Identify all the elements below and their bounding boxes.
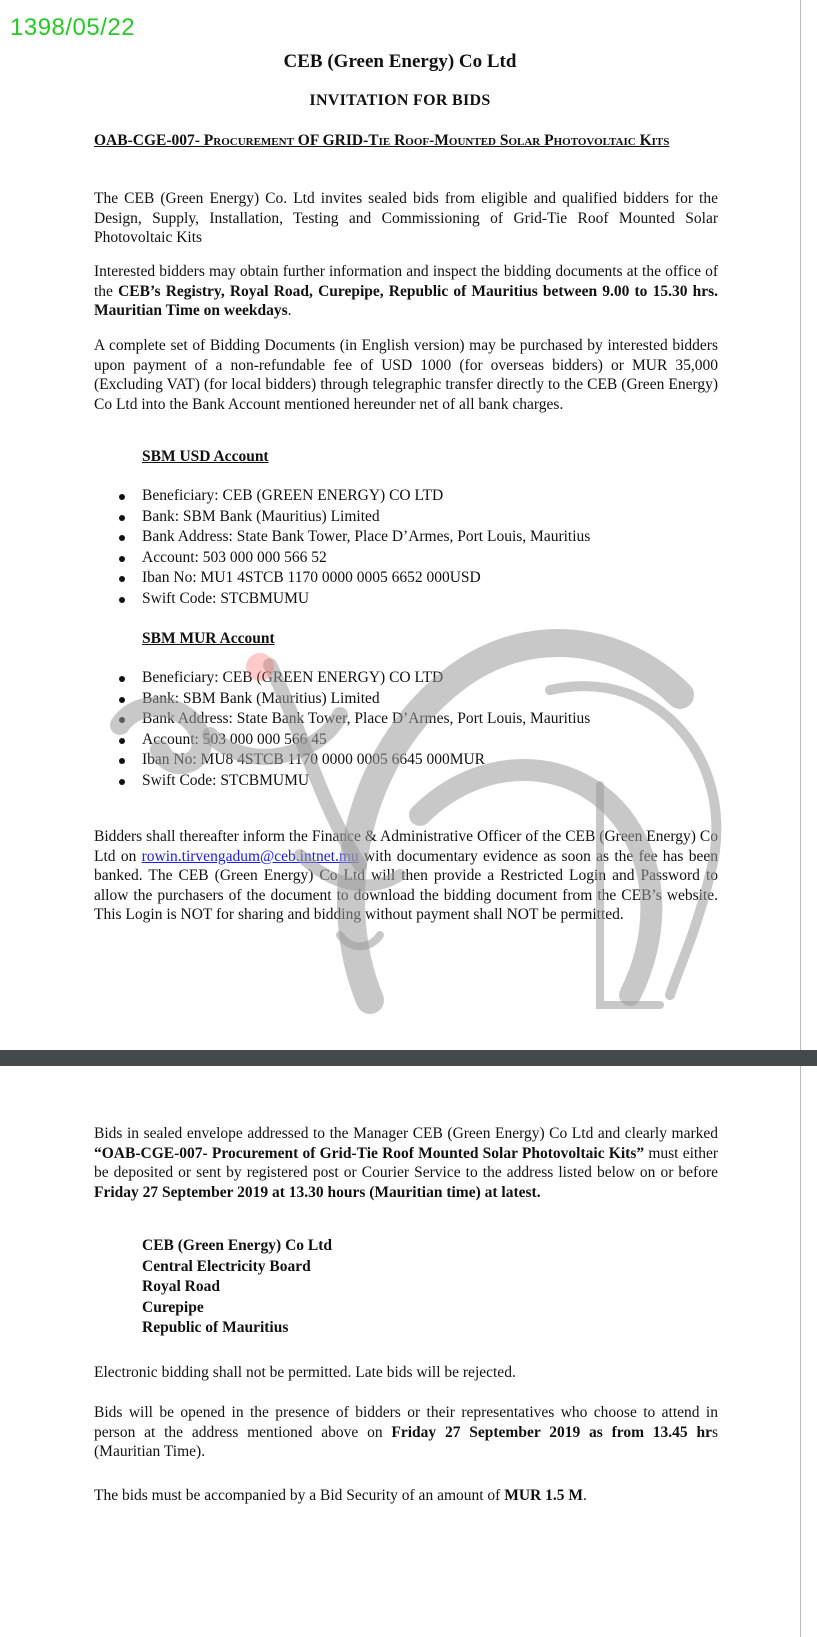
paragraph-inspection [94,262,718,321]
address-line: Republic of Mauritius [142,1319,289,1336]
bullet-icon [119,556,125,562]
list-item: Account: 503 000 000 566 45 [142,730,590,751]
bullet-icon [119,697,125,703]
paragraph-submission: Bids in sealed envelope addressed to the Manager CEB (Green Energy) Co Ltd and clearly marked “OAB-CGE-007- Procurement of Grid-Tie Roof Mounted Solar Photovoltaic Kits” must either be deposited or sent by registered post or Courier Service to the address listed below on or before Friday 27 September 2019 at 13.30 hours (Mauritian time) at latest. [94,1125,718,1201]
date-stamp: 1398/05/22 [10,14,136,41]
list-item: Bank Address: State Bank Tower, Place D’Armes, Port Louis, Mauritius [142,527,590,548]
tender-heading: OAB-CGE-007- Procurement OF GRID-Tie Roof-Mounted Solar Photovoltaic Kits [94,132,670,149]
list-item: Iban No: MU1 4STCB 1170 0000 0005 6652 000USD [142,568,590,589]
address-line: Royal Road [142,1278,220,1295]
list-item: Beneficiary: CEB (GREEN ENERGY) CO LTD [142,668,590,689]
paragraph-bid-security: The bids must be accompanied by a Bid Security of an amount of MUR 1.5 M. [94,1487,587,1504]
bullet-icon [119,494,125,500]
bullet-icon [119,758,125,764]
bullet-icon [119,738,125,744]
mur-account-list [142,668,590,791]
bullet-icon [119,597,125,603]
bullet-icon [119,717,125,723]
document-title: INVITATION FOR BIDS [309,92,491,109]
address-line: Curepipe [142,1298,204,1316]
bullet-icon [119,576,125,582]
viewer-background-strip [801,0,817,1637]
company-title: CEB (Green Energy) Co Ltd [283,51,517,72]
paragraph-inspection-end: . [287,302,292,319]
list-item: Bank: SBM Bank (Mauritius) Limited [142,507,590,528]
submission-address [142,1236,332,1339]
paragraph-opening: Bids will be opened in the presence of bidders or their representatives who choose to attend in person at the address mentioned above on Friday 27 September 2019 as from 13.45 hrs (Mauritian Time). [94,1404,719,1460]
bullet-icon [119,515,125,521]
email-link[interactable]: rowin.tirvengadum@ceb.intnet.mu [141,847,359,865]
list-item: Account: 503 000 000 566 52 [142,548,590,569]
paragraph-invitation: The CEB (Green Energy) Co. Ltd invites sealed bids from eligible and qualified bidders for the Design, Supply, Installation, Testing and Commissioning of Grid-Tie Roof Mounted Solar Photovoltaic Kits [94,190,718,246]
usd-account-list [142,486,590,609]
paragraph-inspection-bold: CEB’s Registry, Royal Road, Curepipe, Republic of Mauritius between 9.00 to 15.30 hrs. Mauritian Time on weekdays [94,282,719,319]
list-item: Beneficiary: CEB (GREEN ENERGY) CO LTD [142,486,590,507]
paragraph-purchase: A complete set of Bidding Documents (in English version) may be purchased by interested bidders upon payment of a non-refundable fee of USD 1000 (for overseas bidders) or MUR 35,000 (Excluding VAT) (for local bidders) through telegraphic transfer directly to the CEB (Green Energy) Co Ltd into the Bank Account mentioned hereunder net of all bank charges. [94,337,718,413]
usd-account-heading: SBM USD Account [142,448,269,465]
paragraph-inform: Bidders shall thereafter inform the Finance & Administrative Officer of the CEB (Green Energy) Co Ltd on rowin.tirvengadum@ceb.intnet.mu with documentary evidence as soon as the fee has been banked. The CEB (Green Energy) Co Ltd will then provide a Restricted Login and Password to allow the purchasers of the document to download the bidding document from the CEB’s website. This Login is NOT for sharing and bidding without payment shall NOT be permitted. [94,828,718,923]
bullet-icon [119,535,125,541]
paragraph-electronic-bidding: Electronic bidding shall not be permitted. Late bids will be rejected. [94,1364,516,1381]
list-item: Iban No: MU8 4STCB 1170 0000 0005 6645 000MUR [142,750,590,771]
list-item: Swift Code: STCBMUMU [142,771,590,792]
list-item: Bank: SBM Bank (Mauritius) Limited [142,689,590,710]
bullet-icon [119,779,125,785]
bullet-icon [119,676,125,682]
page-separator [0,1050,817,1066]
list-item: Swift Code: STCBMUMU [142,589,590,610]
mur-account-heading: SBM MUR Account [142,630,275,647]
list-item: Bank Address: State Bank Tower, Place D’Armes, Port Louis, Mauritius [142,709,590,730]
address-line: CEB (Green Energy) Co Ltd [142,1237,333,1254]
paragraph-inspection-text: Interested bidders may obtain further information and inspect the bidding documents at the office of the [94,263,718,300]
document-page-2 [0,1066,801,1637]
address-line: Central Electricity Board [142,1257,311,1275]
